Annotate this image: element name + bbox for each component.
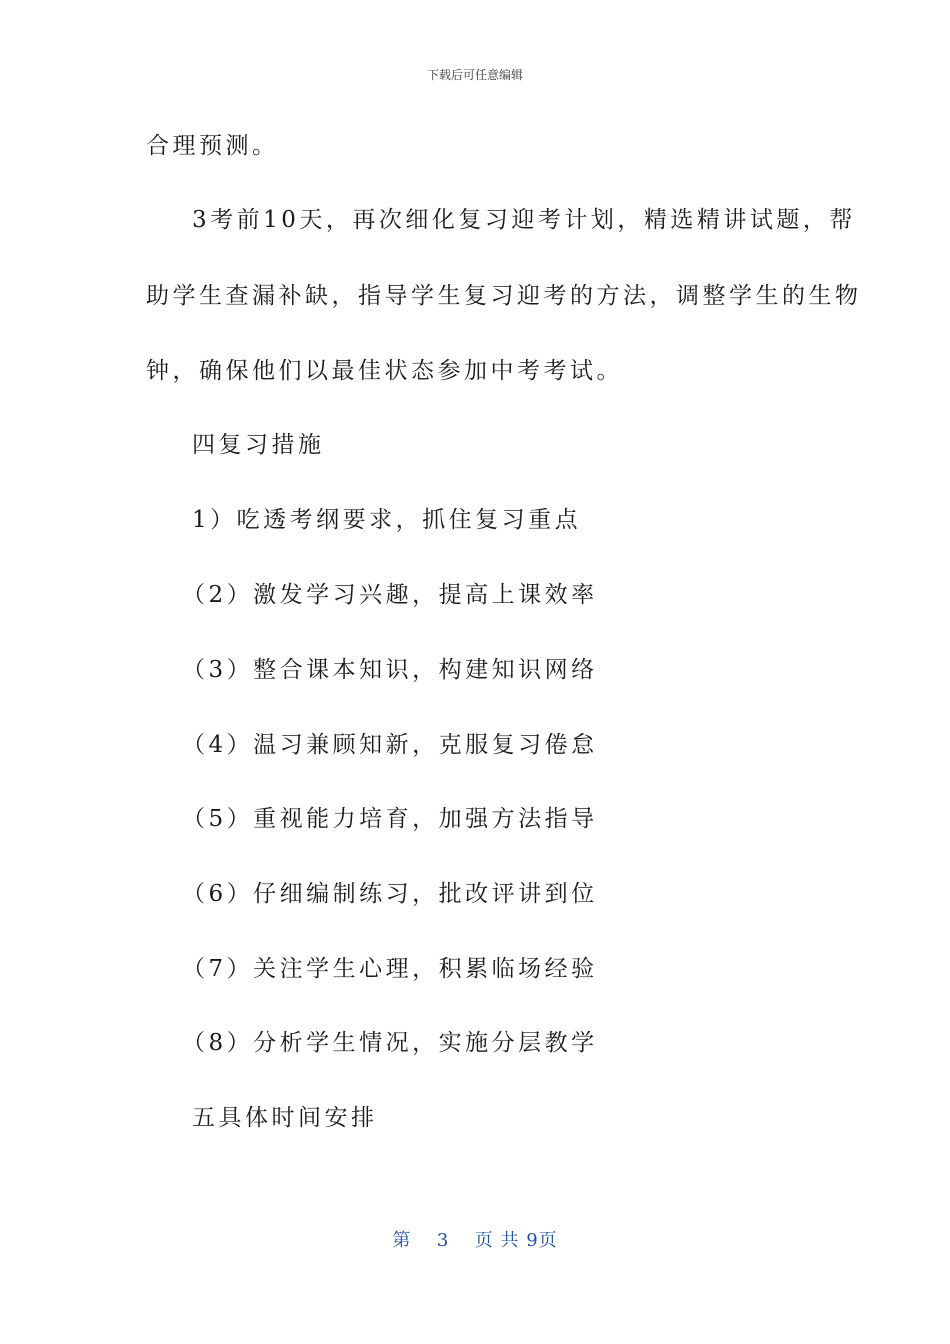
footer-middle: 页 共 — [474, 1230, 520, 1251]
header-note: 下载后可任意编辑 — [426, 68, 523, 82]
paragraph-line: 3考前10天，再次细化复习迎考计划，精选精讲试题，帮 — [192, 207, 856, 233]
list-item: （6）仔细编制练习，批改评讲到位 — [182, 881, 598, 907]
paragraph-line: 助学生查漏补缺，指导学生复习迎考的方法，调整学生的生物 — [146, 283, 862, 309]
footer-prefix: 第 — [392, 1230, 412, 1251]
paragraph-line: 钟，确保他们以最佳状态参加中考考试。 — [146, 358, 623, 384]
page-footer — [0, 1226, 950, 1252]
section-heading: 五具体时间安排 — [192, 1105, 378, 1131]
list-item: （5）重视能力培育，加强方法指导 — [182, 806, 598, 832]
list-item: （2）激发学习兴趣，提高上课效率 — [182, 582, 598, 608]
list-item: （8）分析学生情况，实施分层教学 — [182, 1030, 598, 1056]
list-item: （4）温习兼顾知新，克服复习倦怠 — [182, 732, 598, 758]
footer-total: 9页 — [526, 1230, 558, 1251]
list-item: 1）吃透考纲要求，抓住复习重点 — [192, 507, 582, 533]
footer-page-number: 3 — [436, 1230, 450, 1251]
list-item: （7）关注学生心理，积累临场经验 — [182, 956, 598, 982]
list-item: （3）整合课本知识，构建知识网络 — [182, 657, 598, 683]
section-heading: 四复习措施 — [192, 432, 325, 458]
paragraph-line: 合理预测。 — [146, 133, 279, 159]
